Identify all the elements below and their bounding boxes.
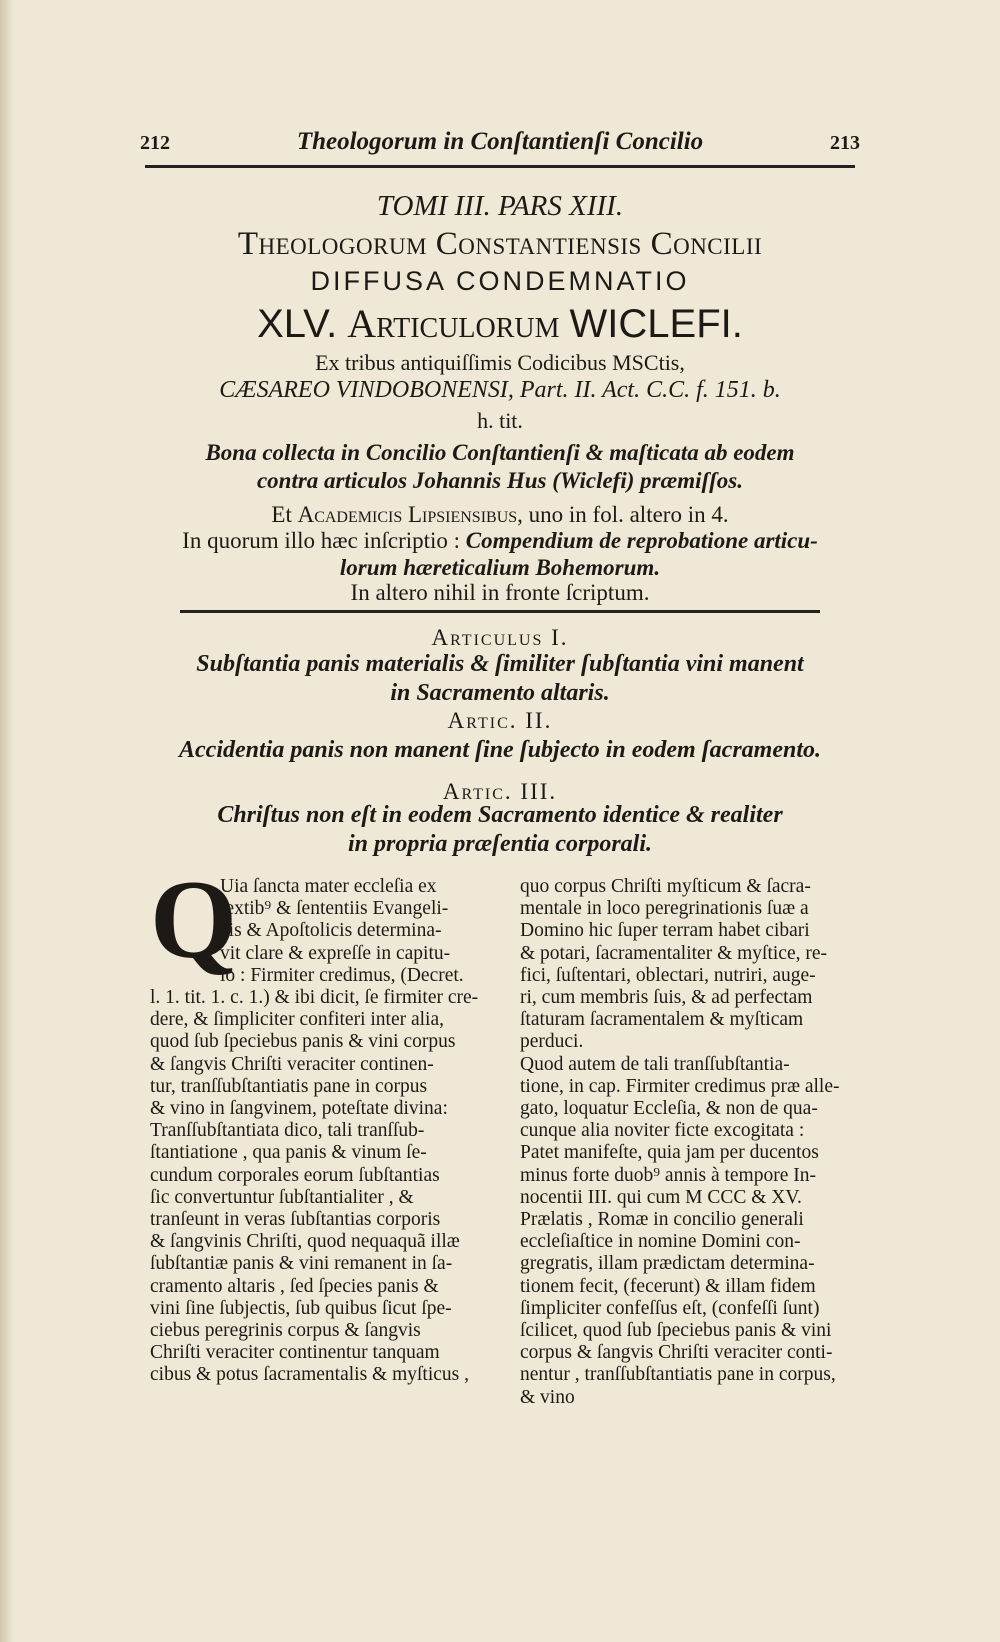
body-line: tionem fecit, (fecerunt) & illam fidem (520, 1275, 816, 1297)
body-line: cibus & potus ſacramentalis & myſticus , (150, 1364, 469, 1386)
article-3-heading: Artic. III. (442, 779, 558, 804)
body-line: & ſangvis Chriſti veraciter continen- (150, 1053, 434, 1075)
source-line-7-b: Compendium de reprobatione articu- (465, 528, 818, 553)
header-rule (145, 165, 855, 168)
body-line: & vino in ſangvinem, poteſtate divina: (150, 1098, 448, 1120)
source-line-7-a: In quorum illo hæc inſcriptio : (182, 528, 461, 553)
body-line: ciebus peregrinis corpus & ſangvis (150, 1320, 421, 1342)
body-line: quod ſub ſpeciebus panis & vini corpus (150, 1031, 456, 1053)
body-line: gregratis, illam prædictam determina- (520, 1253, 815, 1275)
body-line: & potari, ſacramentaliter & myſtice, re- (520, 942, 827, 964)
body-line: gato, loquatur Eccleſia, & non de qua- (520, 1098, 818, 1120)
body-line: Patet manifeſte, quia jam per ducentos (520, 1142, 819, 1164)
body-line: corpus & ſangvis Chriſti veraciter conti- (520, 1342, 833, 1364)
body-line: nocentii III. qui cum M CCC & XV. (520, 1186, 802, 1208)
tome-label: TOMI III. PARS XIII. (376, 190, 624, 222)
source-line-9: In altero nihil in fronte ſcriptum. (350, 580, 650, 605)
article-3-text-2: in propria præſentia corporali. (347, 831, 653, 857)
body-line: ri, cum membris ſuis, & ad perfectam (520, 987, 813, 1009)
body-line: tione, in cap. Firmiter credimus præ alle- (520, 1075, 840, 1097)
section-rule (180, 610, 820, 613)
body-line: Tranſſubſtantiata dico, tali tranſſub- (150, 1120, 425, 1142)
source-line-6 (140, 502, 860, 528)
source-line-4: Bona collecta in Concilio Conſtantienſi & maſticata ab eodem (205, 440, 795, 465)
article-2-text-1: Accidentia panis non manent ſine ſubjecto in eodem ſacramento. (179, 737, 821, 763)
article-1-heading: Articulus I. (431, 625, 569, 650)
source-line-5: contra articulos Johannis Hus (Wiclefi) præmiſſos. (256, 468, 744, 493)
source-line-7 (140, 528, 860, 554)
body-line: perduci. (520, 1031, 584, 1053)
body-line: Chriſti veraciter continentur tanquam (150, 1342, 440, 1364)
body-column-right (520, 876, 870, 1409)
article-2-heading: Artic. II. (447, 708, 553, 733)
body-line: quo corpus Chriſti myſticum & ſacra- (520, 876, 811, 897)
body-line: ſcilicet, quod ſub ſpeciebus panis & vini (520, 1320, 832, 1342)
body-line: eccleſiaſtice in nomine Domini con- (520, 1231, 801, 1253)
body-line: Quod autem de tali tranſſubſtantia- (520, 1053, 790, 1075)
body-line: ſimpliciter confeſſus eſt, (confeſſi ſunt) (520, 1297, 820, 1319)
left-page-number: 212 (140, 132, 170, 154)
source-line-6-b: Academicis Lipsiensibus (297, 502, 518, 527)
body-line: l. 1. tit. 1. c. 1.) & ibi dicit, ſe firmiter cre- (150, 987, 479, 1009)
drop-cap: Q (150, 858, 238, 982)
title-articulorum: Articulorum (347, 301, 560, 346)
body-line: nentur , tranſſubſtantiatis pane in corpus, (520, 1364, 836, 1386)
body-line: ſtaturam ſacramentalem & myſticam (520, 1009, 804, 1031)
running-title: Theologorum in Conſtantienſi Concilio (296, 128, 704, 155)
title-line-1: Theologorum Constantiensis Concilii (237, 226, 763, 262)
title-wiclefi: WICLEFI. (569, 302, 743, 346)
body-line: vini ſine ſubjectis, ſub quibus ſicut ſpe- (150, 1297, 452, 1319)
body-line: dere, & ſimpliciter confiteri inter alia, (150, 1009, 445, 1031)
source-line-6-c: , uno in fol. altero in 4. (517, 502, 729, 527)
source-line-6-a: Et (271, 502, 292, 527)
source-line-1: Ex tribus antiquiſſimis Codicibus MSCtis, (315, 350, 685, 375)
title-line-3 (140, 300, 860, 347)
body-line: cis & Apoſtolicis determina- (220, 920, 442, 942)
body-line: & ſangvinis Chriſti, quod nequaquã illæ (150, 1231, 460, 1253)
body-line: vit clare & expreſſe in capitu- (220, 942, 451, 964)
body-line: cundum corporales eorum ſubſtantias (150, 1164, 440, 1186)
body-line: textib⁹ & ſententiis Evangeli- (220, 898, 449, 920)
source-line-8: lorum hæreticalium Bohemorum. (339, 555, 661, 580)
body-line: minus forte duob⁹ annis à tempore In- (520, 1164, 816, 1186)
body-column-left (150, 858, 500, 1387)
body-line: lo : Firmiter credimus, (Decret. (220, 964, 464, 986)
article-1-text-2: in Sacramento altaris. (390, 680, 610, 706)
body-line: Uia ſancta mater eccleſia ex (220, 876, 437, 897)
source-line-2: CÆSAREO VINDOBONENSI, Part. II. Act. C.C. f. 151. b. (219, 377, 781, 403)
body-line: ſtantiatione , qua panis & vinum ſe- (150, 1142, 427, 1164)
source-line-3: h. tit. (477, 408, 523, 433)
body-line: fici, ſuſtentari, oblectari, nutriri, auge- (520, 964, 816, 986)
title-number: XLV. (257, 302, 338, 346)
body-line: cramento altaris , ſed ſpecies panis & (150, 1275, 439, 1297)
body-line: cunque alia noviter ficte excogitata : (520, 1120, 805, 1142)
body-line: tur, tranſſubſtantiatis pane in corpus (150, 1075, 428, 1097)
gutter-shadow (0, 0, 14, 1642)
body-line: Prælatis , Romæ in concilio generali (520, 1209, 804, 1231)
article-3-text-1: Chriſtus non eſt in eodem Sacramento identice & realiter (217, 802, 783, 828)
running-head (140, 128, 860, 162)
body-line: mentale in loco peregrinationis ſuæ a (520, 898, 809, 920)
body-line: ſic convertuntur ſubſtantialiter , & (150, 1186, 414, 1208)
right-page-number: 213 (830, 132, 860, 154)
body-line: Domino hic ſuper terram habet cibari (520, 920, 810, 942)
body-line: tranſeunt in veras ſubſtantias corporis (150, 1209, 441, 1231)
article-1-text-1: Subſtantia panis materialis & ſimiliter ſubſtantia vini manent (196, 651, 804, 677)
title-line-2: DIFFUSA CONDEMNATIO (310, 266, 690, 296)
body-line: & vino (520, 1386, 575, 1408)
body-line: ſubſtantiæ panis & vini remanent in ſa- (150, 1253, 453, 1275)
